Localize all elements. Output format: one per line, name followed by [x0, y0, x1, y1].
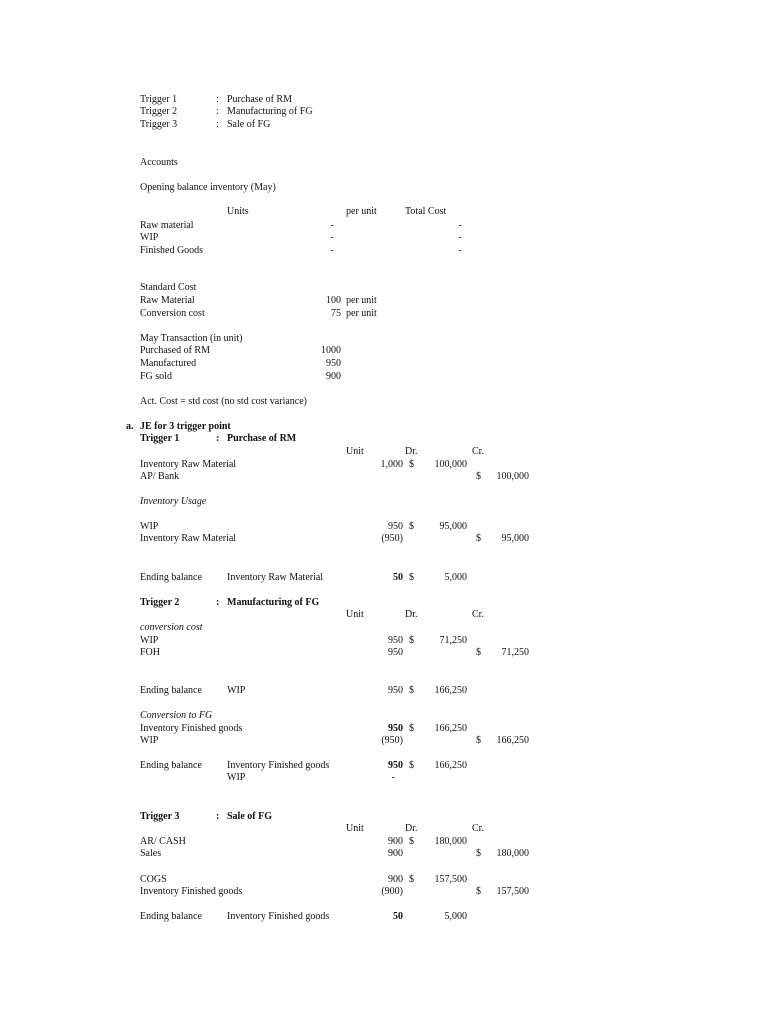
may-transaction-label: Manufactured	[140, 358, 197, 369]
opening-row-units: -	[330, 220, 334, 231]
t3-e4-dollar: $	[476, 886, 481, 897]
opening-header-units: Units	[227, 206, 249, 217]
t2-e1-dr: 71,250	[439, 635, 467, 646]
t3-name: Trigger 3	[140, 811, 180, 822]
opening-row-label: WIP	[140, 232, 159, 243]
t1-e1-label: Inventory Raw Material	[140, 459, 237, 470]
t2-end2-dr: 166,250	[434, 760, 467, 771]
t1-end-unit: 50	[393, 572, 403, 583]
t2-conv-label: conversion cost	[140, 622, 203, 633]
t2-end1-account: WIP	[227, 685, 246, 696]
t1-end-account: Inventory Raw Material	[227, 572, 324, 583]
t3-e3-unit: 900	[388, 874, 403, 885]
opening-row-label: Raw material	[140, 220, 194, 231]
t2-end1-unit: 950	[388, 685, 403, 696]
standard-cost-label: Conversion cost	[140, 308, 205, 319]
opening-header-total-cost: Total Cost	[405, 206, 447, 217]
t2-end2-dollar: $	[409, 760, 414, 771]
t2-e2-unit: 950	[388, 647, 403, 658]
standard-cost-label: Raw Material	[140, 295, 195, 306]
trigger-3-desc: Sale of FG	[227, 119, 271, 130]
t2-end2-account: Inventory Finished goods	[227, 760, 330, 771]
t2-e4-label: WIP	[140, 735, 159, 746]
standard-cost-unit: per unit	[346, 308, 377, 319]
opening-header-per-unit: per unit	[346, 206, 377, 217]
opening-row-total: -	[458, 220, 462, 231]
t3-e4-cr: 157,500	[496, 886, 529, 897]
t3-e4-unit: (900)	[381, 886, 403, 897]
t1-e4-dollar: $	[476, 533, 481, 544]
t2-e2-dollar: $	[476, 647, 481, 658]
je-header-dr: Dr.	[405, 446, 418, 457]
t2-e3-dr: 166,250	[434, 723, 467, 734]
t2-e1-unit: 950	[388, 635, 403, 646]
standard-cost-title: Standard Cost	[140, 282, 197, 293]
je-header-cr: Cr.	[472, 446, 484, 457]
t2-e3-label: Inventory Finished goods	[140, 723, 243, 734]
trigger-1-desc: Purchase of RM	[227, 94, 292, 105]
t3-e3-dollar: $	[409, 874, 414, 885]
t2-e3-unit: 950	[388, 723, 403, 734]
t2-end2-label: Ending balance	[140, 760, 202, 771]
t2-end2b-unit: -	[391, 772, 395, 783]
opening-row-total: -	[458, 245, 462, 256]
t3-e1-unit: 900	[388, 836, 403, 847]
trigger-2-desc: Manufacturing of FG	[227, 106, 313, 117]
t2-name: Trigger 2	[140, 597, 180, 608]
t1-e3-dollar: $	[409, 521, 414, 532]
may-transaction-value: 900	[326, 371, 341, 382]
t2-e3-dollar: $	[409, 723, 414, 734]
t1-sep: :	[216, 433, 220, 444]
t1-e3-label: WIP	[140, 521, 159, 532]
t3-e2-label: Sales	[140, 848, 162, 859]
je-header-unit: Unit	[346, 446, 364, 457]
may-transaction-title: May Transaction (in unit)	[140, 333, 243, 344]
trigger-2-sep: :	[216, 106, 219, 117]
t1-end-label: Ending balance	[140, 572, 202, 583]
t1-name: Trigger 1	[140, 433, 180, 444]
t2-e4-unit: (950)	[381, 735, 403, 746]
trigger-1-name: Trigger 1	[140, 94, 178, 105]
t2-sep: :	[216, 597, 220, 608]
t1-e2-cr: 100,000	[496, 471, 529, 482]
t2-e1-dollar: $	[409, 635, 414, 646]
t2-desc: Manufacturing of FG	[227, 597, 320, 608]
may-transaction-label: Purchased of RM	[140, 345, 210, 356]
t2-end1-dollar: $	[409, 685, 414, 696]
t2-end1-label: Ending balance	[140, 685, 202, 696]
t2-e4-dollar: $	[476, 735, 481, 746]
t1-e3-unit: 950	[388, 521, 403, 532]
trigger-3-name: Trigger 3	[140, 119, 178, 130]
je-header-cr: Cr.	[472, 823, 484, 834]
t3-e1-dollar: $	[409, 836, 414, 847]
t3-end-label: Ending balance	[140, 911, 202, 922]
opening-row-total: -	[458, 232, 462, 243]
standard-cost-unit: per unit	[346, 295, 377, 306]
je-header-unit: Unit	[346, 823, 364, 834]
t1-usage-label: Inventory Usage	[140, 496, 207, 507]
t3-e2-unit: 900	[388, 848, 403, 859]
t1-desc: Purchase of RM	[227, 433, 297, 444]
trigger-3-sep: :	[216, 119, 219, 130]
t2-end1-dr: 166,250	[434, 685, 467, 696]
t3-end-dr: 5,000	[444, 911, 467, 922]
je-header-dr: Dr.	[405, 823, 418, 834]
t1-end-dollar: $	[409, 572, 414, 583]
je-header-unit: Unit	[346, 609, 364, 620]
t1-end-dr: 5,000	[444, 572, 467, 583]
may-transaction-label: FG sold	[140, 371, 172, 382]
opening-row-units: -	[330, 232, 334, 243]
section-a-title: JE for 3 trigger point	[140, 421, 231, 432]
je-header-cr: Cr.	[472, 609, 484, 620]
t3-e1-label: AR/ CASH	[140, 836, 186, 847]
t1-e2-label: AP/ Bank	[140, 471, 180, 482]
t3-e4-label: Inventory Finished goods	[140, 886, 243, 897]
section-a-marker: a.	[126, 421, 134, 432]
t1-e1-dr: 100,000	[434, 459, 467, 470]
t1-e4-cr: 95,000	[501, 533, 529, 544]
t1-e4-label: Inventory Raw Material	[140, 533, 237, 544]
t1-e1-unit: 1,000	[380, 459, 403, 470]
t3-end-account: Inventory Finished goods	[227, 911, 330, 922]
accounts-label: Accounts	[140, 157, 178, 168]
opening-row-units: -	[330, 245, 334, 256]
may-transaction-value: 1000	[321, 345, 341, 356]
t2-e1-label: WIP	[140, 635, 159, 646]
cost-note: Act. Cost = std cost (no std cost variance)	[140, 396, 307, 407]
standard-cost-value: 75	[331, 308, 341, 319]
t3-end-unit: 50	[393, 911, 403, 922]
t3-desc: Sale of FG	[227, 811, 272, 822]
t2-e2-label: FOH	[140, 647, 161, 658]
t2-end2b-account: WIP	[227, 772, 246, 783]
t2-e4-cr: 166,250	[496, 735, 529, 746]
t1-e4-unit: (950)	[381, 533, 403, 544]
t2-conv-fg-label: Conversion to FG	[140, 710, 213, 721]
standard-cost-value: 100	[326, 295, 341, 306]
t2-end2-unit: 950	[388, 760, 403, 771]
trigger-1-sep: :	[216, 94, 219, 105]
t3-e2-dollar: $	[476, 848, 481, 859]
opening-title: Opening balance inventory (May)	[140, 182, 276, 193]
t3-e3-label: COGS	[140, 874, 167, 885]
t3-sep: :	[216, 811, 220, 822]
t3-e3-dr: 157,500	[434, 874, 467, 885]
t1-e2-dollar: $	[476, 471, 481, 482]
t3-e2-cr: 180,000	[496, 848, 529, 859]
trigger-2-name: Trigger 2	[140, 106, 178, 117]
t2-e2-cr: 71,250	[501, 647, 529, 658]
t1-e3-dr: 95,000	[439, 521, 467, 532]
t3-e1-dr: 180,000	[434, 836, 467, 847]
je-header-dr: Dr.	[405, 609, 418, 620]
opening-row-label: Finished Goods	[140, 245, 204, 256]
t1-e1-dollar: $	[409, 459, 414, 470]
may-transaction-value: 950	[326, 358, 341, 369]
